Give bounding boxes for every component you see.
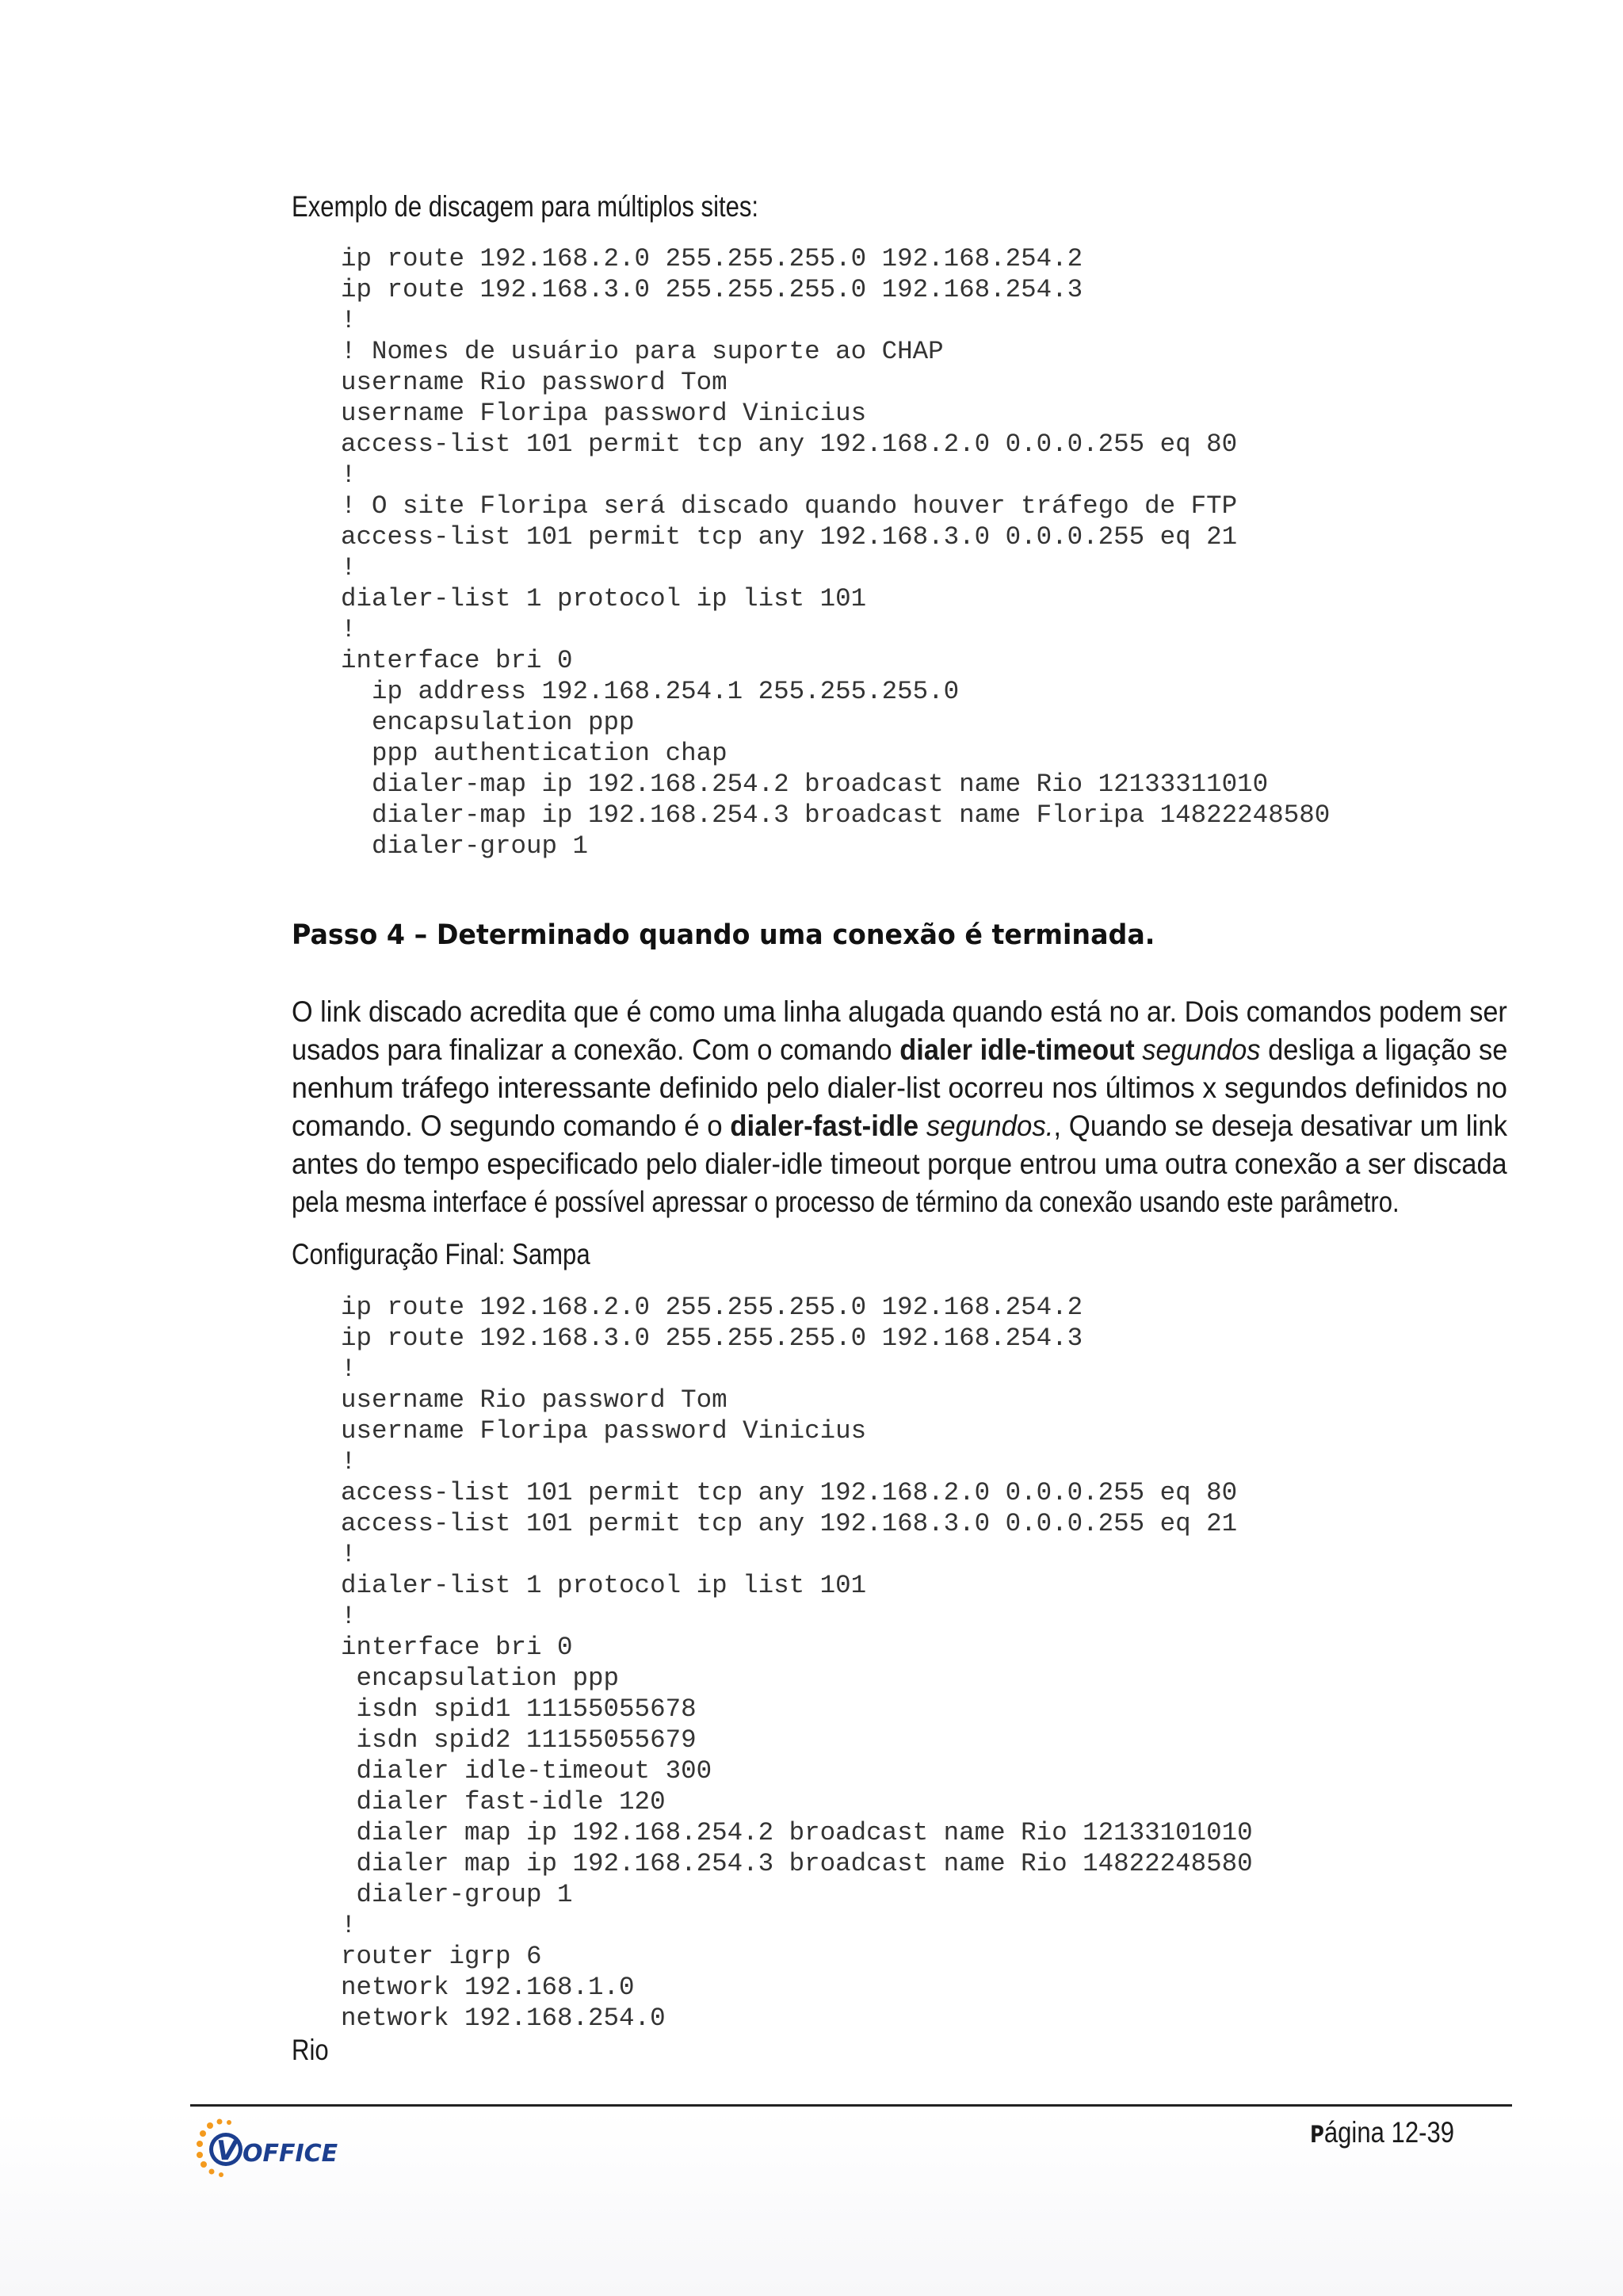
code-line: access-list 101 permit tcp any 192.168.3.0 0.0.0.255 eq 21 <box>341 1509 1238 1538</box>
code-line: ! <box>341 306 357 335</box>
paragraph-line: O link discado acredita que é como uma linha alugada quando está no ar. Dois comandos podem ser <box>292 995 1507 1028</box>
paragraph-line: pela mesma interface é possível apressar o processo de término da conexão usando este parâmetro. <box>292 1186 1400 1218</box>
code-block-final-config <box>341 1292 1253 2034</box>
logo-wordmark: OFFICE <box>242 2140 338 2168</box>
code-line: encapsulation ppp <box>341 1664 620 1693</box>
code-line: dialer fast-idle 120 <box>341 1787 666 1817</box>
code-line: isdn spid2 11155055679 <box>341 1725 697 1755</box>
paragraph-text: desliga a ligação se <box>1260 1033 1508 1066</box>
code-line: ! Nomes de usuário para suporte ao CHAP <box>341 337 944 366</box>
code-line: ppp authentication chap <box>341 739 727 768</box>
code-line: ! <box>341 460 357 490</box>
code-line: ip route 192.168.3.0 255.255.255.0 192.168.254.3 <box>341 275 1083 304</box>
code-line: dialer-list 1 protocol ip list 101 <box>341 584 867 613</box>
code-line: interface bri 0 <box>341 646 573 675</box>
code-line: router igrp 6 <box>341 1942 542 1971</box>
page-number-text: ágina 12-39 <box>1323 2116 1455 2149</box>
code-line: dialer-map ip 192.168.254.2 broadcast name Rio 12133311010 <box>341 770 1269 799</box>
code-line: ! <box>341 1602 357 1631</box>
code-line: access-list 101 permit tcp any 192.168.2.0 0.0.0.255 eq 80 <box>341 1478 1238 1507</box>
code-line: network 192.168.1.0 <box>341 1973 635 2002</box>
paragraph-line <box>292 1031 1508 1069</box>
paragraph-text: , Quando se deseja desativar um link <box>1053 1110 1508 1142</box>
code-line: ! O site Floripa será discado quando houver tráfego de FTP <box>341 491 1238 521</box>
code-line: ! <box>341 1447 357 1477</box>
section-heading-multi-site: Exemplo de discagem para múltiplos sites: <box>292 190 759 223</box>
page-number-prefix: P <box>1310 2121 1324 2148</box>
svg-text:V: V <box>216 2135 238 2167</box>
code-line: access-list 101 permit tcp any 192.168.2.0 0.0.0.255 eq 80 <box>341 430 1238 459</box>
code-line: ! <box>341 1911 357 1940</box>
code-block-multi-site <box>341 243 1330 861</box>
code-line: dialer idle-timeout 300 <box>341 1756 712 1786</box>
code-line: dialer-group 1 <box>341 1880 573 1909</box>
code-line: ! <box>341 1354 357 1384</box>
code-line: ip address 192.168.254.1 255.255.255.0 <box>341 677 960 706</box>
paragraph-line <box>292 1107 1508 1145</box>
footer-divider <box>190 2104 1512 2107</box>
section-heading-rio: Rio <box>292 2034 329 2066</box>
code-line: username Floripa password Vinicius <box>341 1416 867 1446</box>
code-line: dialer-group 1 <box>341 831 589 861</box>
argument-segundos: segundos <box>1134 1033 1261 1066</box>
code-line: encapsulation ppp <box>341 708 635 737</box>
paragraph-line: antes do tempo especificado pelo dialer-idle timeout porque entrou uma outra conexão a ser discada <box>292 1148 1507 1180</box>
code-line: username Rio password Tom <box>341 368 727 397</box>
code-line: network 192.168.254.0 <box>341 2004 666 2033</box>
office-logo-icon <box>190 2112 365 2183</box>
code-line: ! <box>341 615 357 644</box>
office-logo <box>190 2112 365 2183</box>
code-line: dialer-list 1 protocol ip list 101 <box>341 1571 867 1600</box>
code-line: ! <box>341 553 357 583</box>
command-dialer-idle-timeout: dialer idle-timeout <box>899 1033 1135 1066</box>
code-line: ip route 192.168.2.0 255.255.255.0 192.168.254.2 <box>341 244 1083 273</box>
step-4-heading: Passo 4 – Determinado quando uma conexão é terminada. <box>292 919 1155 951</box>
code-line: dialer map ip 192.168.254.2 broadcast name Rio 12133101010 <box>341 1818 1253 1847</box>
paragraph-text: usados para finalizar a conexão. Com o comando <box>292 1033 900 1066</box>
command-dialer-fast-idle: dialer-fast-idle <box>730 1110 919 1142</box>
explanation-paragraph <box>292 993 1507 1221</box>
code-line: interface bri 0 <box>341 1633 573 1662</box>
code-line: ! <box>341 1540 357 1569</box>
code-line: dialer map ip 192.168.254.3 broadcast name Rio 14822248580 <box>341 1849 1253 1878</box>
paragraph-text: comando. O segundo comando é o <box>292 1110 731 1142</box>
code-line: ip route 192.168.2.0 255.255.255.0 192.168.254.2 <box>341 1293 1083 1322</box>
paragraph-line: nenhum tráfego interessante definido pelo dialer-list ocorreu nos últimos x segundos definidos no <box>292 1072 1507 1104</box>
code-line: dialer-map ip 192.168.254.3 broadcast name Floripa 14822248580 <box>341 800 1331 830</box>
section-heading-final-config: Configuração Final: Sampa <box>292 1238 590 1270</box>
code-line: username Rio password Tom <box>341 1385 727 1415</box>
argument-segundos: segundos. <box>918 1110 1054 1142</box>
code-line: isdn spid1 11155055678 <box>341 1694 697 1724</box>
code-line: access-list 101 permit tcp any 192.168.3.0 0.0.0.255 eq 21 <box>341 522 1238 552</box>
page-number <box>1310 2116 1454 2149</box>
code-line: username Floripa password Vinicius <box>341 399 867 428</box>
code-line: ip route 192.168.3.0 255.255.255.0 192.168.254.3 <box>341 1324 1083 1353</box>
